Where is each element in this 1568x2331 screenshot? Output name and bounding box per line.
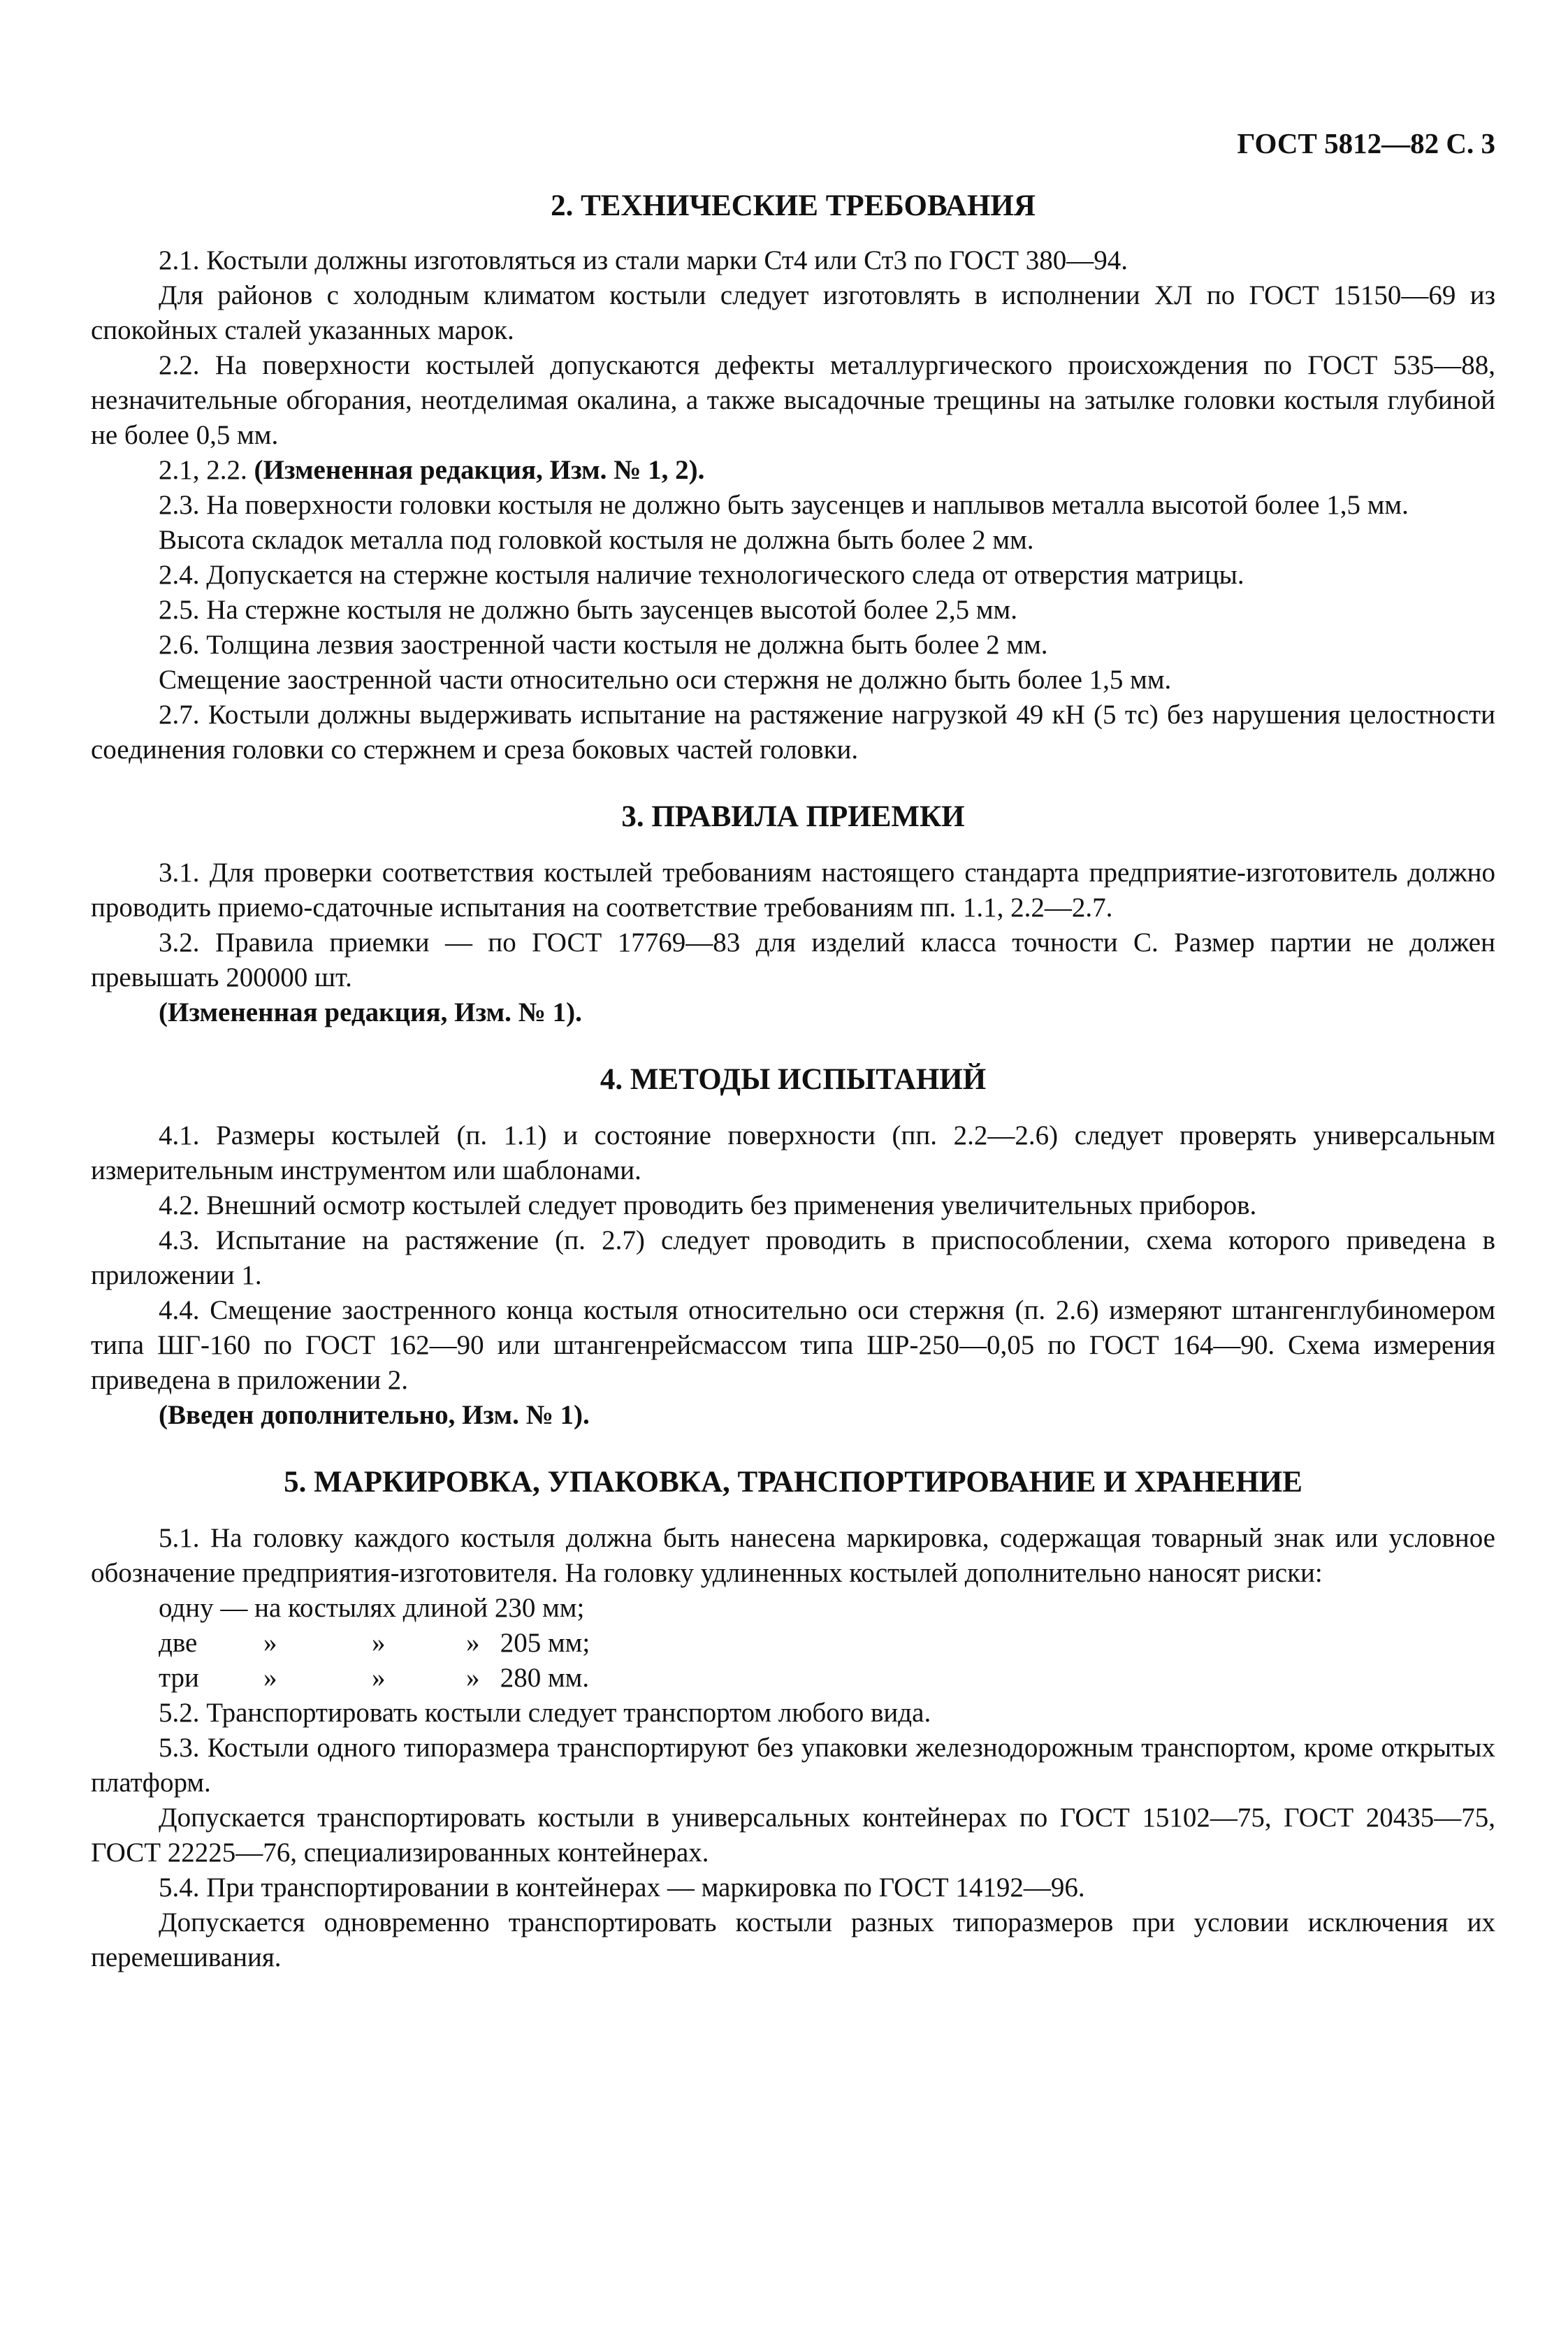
list-item-length: » 280 мм. (466, 1663, 590, 1693)
list-item-text: одну — на костылях длиной 230 мм; (159, 1593, 585, 1623)
paragraph-2-6: 2.6. Толщина лезвия заостренной части костыля не должна быть более 2 мм. (159, 630, 1048, 660)
paragraph-4-amendment: (Введен дополнительно, Изм. № 1). (159, 1400, 590, 1430)
page-header-doc-ref: ГОСТ 5812—82 С. 3 (1237, 127, 1495, 159)
paragraph-2-3: 2.3. На поверхности головки костыля не должно быть заусенцев и наплывов металла высотой более 1,5 мм. (159, 490, 1409, 520)
paragraph-2-amendment (91, 453, 1495, 488)
amendment-ref: 2.1, 2.2. (159, 455, 254, 485)
paragraph-3-1: 3.1. Для проверки соответствия костылей требованиям настоящего стандарта предприятие-изготовитель должно проводить приемо-сдаточные испытания на соответствие требованиям пп. 1.1, 2.2—2.7. (91, 858, 1495, 923)
list-item (159, 1626, 1495, 1661)
ditto-mark: » (372, 1663, 386, 1693)
marking-list (91, 1591, 1495, 1696)
section-title-technical-requirements: 2. ТЕХНИЧЕСКИЕ ТРЕБОВАНИЯ (551, 189, 1036, 222)
paragraph-5-4: 5.4. При транспортировании в контейнерах — маркировка по ГОСТ 14192—96. (159, 1872, 1085, 1903)
list-item-count: две (159, 1628, 198, 1658)
paragraph-3-amendment: (Измененная редакция, Изм. № 1). (159, 997, 582, 1027)
paragraph-5-3: 5.3. Костыли одного типоразмера транспортируют без упаковки железнодорожным транспортом, кроме открытых платформ. (91, 1733, 1495, 1798)
paragraph-2-2: 2.2. На поверхности костылей допускаются дефекты металлургического происхождения по ГОСТ 535—88, незначительные обгорания, неотделимая окалина, а также высадочные трещины на затылке головки костыля глубиной не более 0,5 мм. (91, 350, 1495, 450)
section-title-acceptance-rules: 3. ПРАВИЛА ПРИЕМКИ (621, 800, 965, 833)
paragraph-2-5: 2.5. На стержне костыля не должно быть заусенцев высотой более 2,5 мм. (159, 595, 1017, 625)
paragraph-2-4: 2.4. Допускается на стержне костыля наличие технологического следа от отверстия матрицы. (159, 560, 1244, 590)
section-title-marking-packaging: 5. МАРКИРОВКА, УПАКОВКА, ТРАНСПОРТИРОВАНИЕ И ХРАНЕНИЕ (284, 1466, 1302, 1499)
paragraph-2-3-cont: Высота складок металла под головкой костыля не должна быть более 2 мм. (159, 525, 1034, 555)
paragraph-4-2: 4.2. Внешний осмотр костылей следует проводить без применения увеличительных приборов. (159, 1190, 1257, 1220)
ditto-mark: » (263, 1663, 277, 1693)
amendment-note: (Измененная редакция, Изм. № 1, 2). (254, 455, 705, 485)
paragraph-5-1: 5.1. На головку каждого костыля должна быть нанесена маркировка, содержащая товарный знак или условное обозначение предприятия-изготовителя. На головку удлиненных костылей дополнительно наносят риски: (91, 1523, 1495, 1588)
paragraph-2-1-cont: Для районов с холодным климатом костыли следует изготовлять в исполнении ХЛ по ГОСТ 15150—69 из спокойных сталей указанных марок. (91, 280, 1495, 345)
paragraph-4-4: 4.4. Смещение заостренного конца костыля относительно оси стержня (п. 2.6) измеряют штангенглубиномером типа ШГ-160 по ГОСТ 162—90 или штангенрейсмассом типа ШР-250—0,05 по ГОСТ 164—90. Схема измерения приведена в приложении 2. (91, 1295, 1495, 1395)
list-item-length: » 205 мм; (466, 1628, 590, 1658)
paragraph-2-6-cont: Смещение заостренной части относительно оси стержня не должно быть более 1,5 мм. (159, 665, 1172, 695)
paragraph-5-4-cont: Допускается одновременно транспортировать костыли разных типоразмеров при условии исключения их перемешивания. (91, 1907, 1495, 1972)
list-item (159, 1661, 1495, 1696)
ditto-mark: » (263, 1628, 277, 1658)
list-item-count: три (159, 1663, 199, 1693)
paragraph-5-3-cont: Допускается транспортировать костыли в универсальных контейнерах по ГОСТ 15102—75, ГОСТ 20435—75, ГОСТ 22225—76, специализированных контейнерах. (91, 1803, 1495, 1868)
paragraph-2-7: 2.7. Костыли должны выдерживать испытание на растяжение нагрузкой 49 кН (5 тс) без нарушения целостности соединения головки со стержнем и среза боковых частей головки. (91, 700, 1495, 765)
paragraph-4-3: 4.3. Испытание на растяжение (п. 2.7) следует проводить в приспособлении, схема которого приведена в приложении 1. (91, 1225, 1495, 1290)
paragraph-3-2: 3.2. Правила приемки — по ГОСТ 17769—83 для изделий класса точности С. Размер партии не должен превышать 200000 шт. (91, 928, 1495, 993)
list-item (159, 1591, 1495, 1626)
paragraph-2-1: 2.1. Костыли должны изготовляться из стали марки Ст4 или Ст3 по ГОСТ 380—94. (159, 245, 1128, 275)
ditto-mark: » (372, 1628, 386, 1658)
section-title-test-methods: 4. МЕТОДЫ ИСПЫТАНИЙ (600, 1063, 987, 1096)
document-body (91, 189, 1495, 1975)
paragraph-4-1: 4.1. Размеры костылей (п. 1.1) и состояние поверхности (пп. 2.2—2.6) следует проверять универсальным измерительным инструментом или шаблонами. (91, 1120, 1495, 1185)
paragraph-5-2: 5.2. Транспортировать костыли следует транспортом любого вида. (159, 1698, 931, 1728)
